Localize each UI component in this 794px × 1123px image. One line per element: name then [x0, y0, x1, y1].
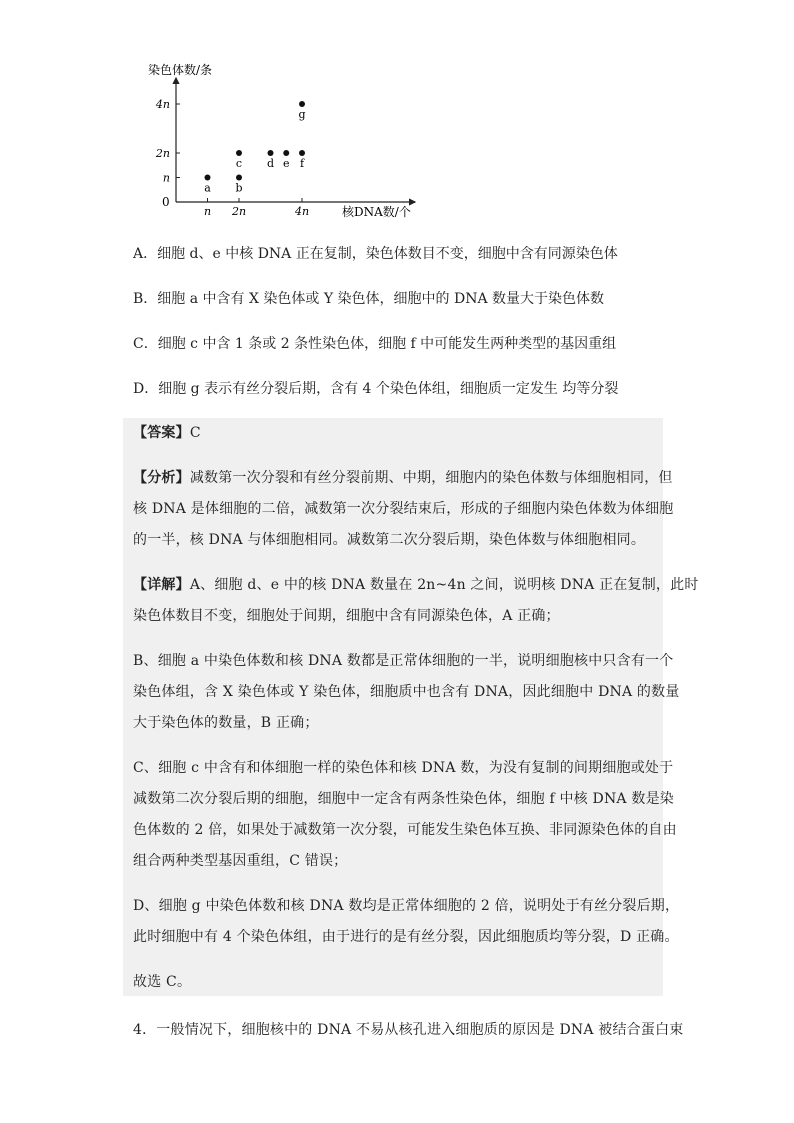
option-c: C．细胞 c 中含 1 条或 2 条性染色体，细胞 f 中可能发生两种类型的基因重组 — [133, 336, 617, 352]
x-axis-label: 核DNA数/个 — [342, 205, 411, 219]
x-tick-label-0: n — [203, 205, 212, 218]
x-tick-label-2: 4n — [294, 205, 310, 218]
point-label-g: g — [298, 108, 306, 121]
detail-b-line-1: B、细胞 a 中染色体数和核 DNA 数都是正常体细胞的一半，说明细胞核中只含有一个 — [133, 653, 674, 669]
detail-d-line-1: D、细胞 g 中染色体数和核 DNA 数均是正常体细胞的 2 倍，说明处于有丝分裂后期， — [133, 898, 680, 914]
point-g — [299, 101, 305, 107]
detail-a-line-1 — [133, 575, 699, 595]
chart-svg — [140, 58, 430, 228]
answer-tag: 【答案】 — [133, 425, 190, 441]
detail-c-line-4: 组合两种类型基因重组，C 错误； — [133, 853, 348, 869]
point-label-f: f — [299, 157, 305, 170]
detail-a-text-1: A、细胞 d、e 中的核 DNA 数量在 2n~4n 之间，说明核 DNA 正在复制，此时 — [189, 577, 699, 593]
point-c — [236, 150, 242, 156]
detail-d-line-2: 此时细胞中有 4 个染色体组，由于进行的是有丝分裂，因此细胞质均等分裂，D 正确。 — [133, 929, 679, 945]
detail-c-line-2: 减数第二次分裂后期的细胞，细胞中一定含有两条性染色体，细胞 f 中核 DNA 数是染 — [133, 791, 674, 807]
detail-b-line-3: 大于染色体的数量，B 正确； — [133, 715, 319, 731]
point-label-d: d — [266, 157, 275, 170]
y-tick-label-0: n — [162, 171, 170, 185]
analysis-text-1: 减数第一次分裂和有丝分裂前期、中期，细胞内的染色体数与体细胞相同，但 — [189, 470, 673, 486]
origin-label: 0 — [162, 195, 170, 209]
analysis-line-1 — [133, 468, 673, 488]
answer-line — [133, 423, 201, 443]
x-tick-label-1: 2n — [231, 205, 247, 218]
option-d: D．细胞 g 表示有丝分裂后期，含有 4 个染色体组，细胞质一定发生 均等分裂 — [133, 381, 619, 397]
point-label-e: e — [282, 157, 290, 170]
option-b: B．细胞 a 中含有 X 染色体或 Y 染色体，细胞中的 DNA 数量大于染色体数 — [133, 291, 605, 307]
point-e — [283, 150, 289, 156]
next-question: 4．一般情况下，细胞核中的 DNA 不易从核孔进入细胞质的原因是 DNA 被结合蛋白束 — [133, 1022, 684, 1038]
point-d — [268, 150, 274, 156]
detail-tag: 【详解】 — [133, 577, 190, 593]
option-a: A．细胞 d、e 中核 DNA 正在复制，染色体数目不变，细胞中含有同源染色体 — [133, 246, 618, 262]
analysis-tag: 【分析】 — [133, 470, 190, 486]
scatter-chart — [140, 58, 430, 228]
y-axis-label: 染色体数/条 — [148, 63, 213, 77]
answer-value: C — [189, 425, 201, 441]
point-f — [299, 150, 305, 156]
conclusion: 故选 C。 — [133, 974, 192, 990]
point-label-b: b — [235, 181, 243, 195]
point-a — [205, 175, 211, 181]
point-b — [236, 175, 242, 181]
analysis-line-2: 核 DNA 是体细胞的二倍，减数第一次分裂结束后，形成的子细胞内染色体数为体细胞 — [133, 501, 674, 517]
analysis-line-3: 的一半，核 DNA 与体细胞相同。减数第二次分裂后期，染色体数与体细胞相同。 — [133, 532, 646, 548]
detail-c-line-3: 色体数的 2 倍，如果处于减数第一次分裂，可能发生染色体互换、非同源染色体的自由 — [133, 822, 677, 838]
detail-c-line-1: C、细胞 c 中含有和体细胞一样的染色体和核 DNA 数，为没有复制的间期细胞或处于 — [133, 760, 674, 776]
detail-a-line-2: 染色体数目不变，细胞处于间期，细胞中含有同源染色体，A 正确； — [133, 608, 560, 624]
point-label-c: c — [235, 157, 243, 170]
y-tick-label-2: 4n — [155, 98, 170, 111]
point-label-a: a — [204, 181, 211, 195]
y-tick-label-1: 2n — [155, 147, 170, 160]
detail-b-line-2: 染色体组，含 X 染色体或 Y 染色体，细胞质中也含有 DNA，因此细胞中 DNA 的数量 — [133, 684, 680, 700]
